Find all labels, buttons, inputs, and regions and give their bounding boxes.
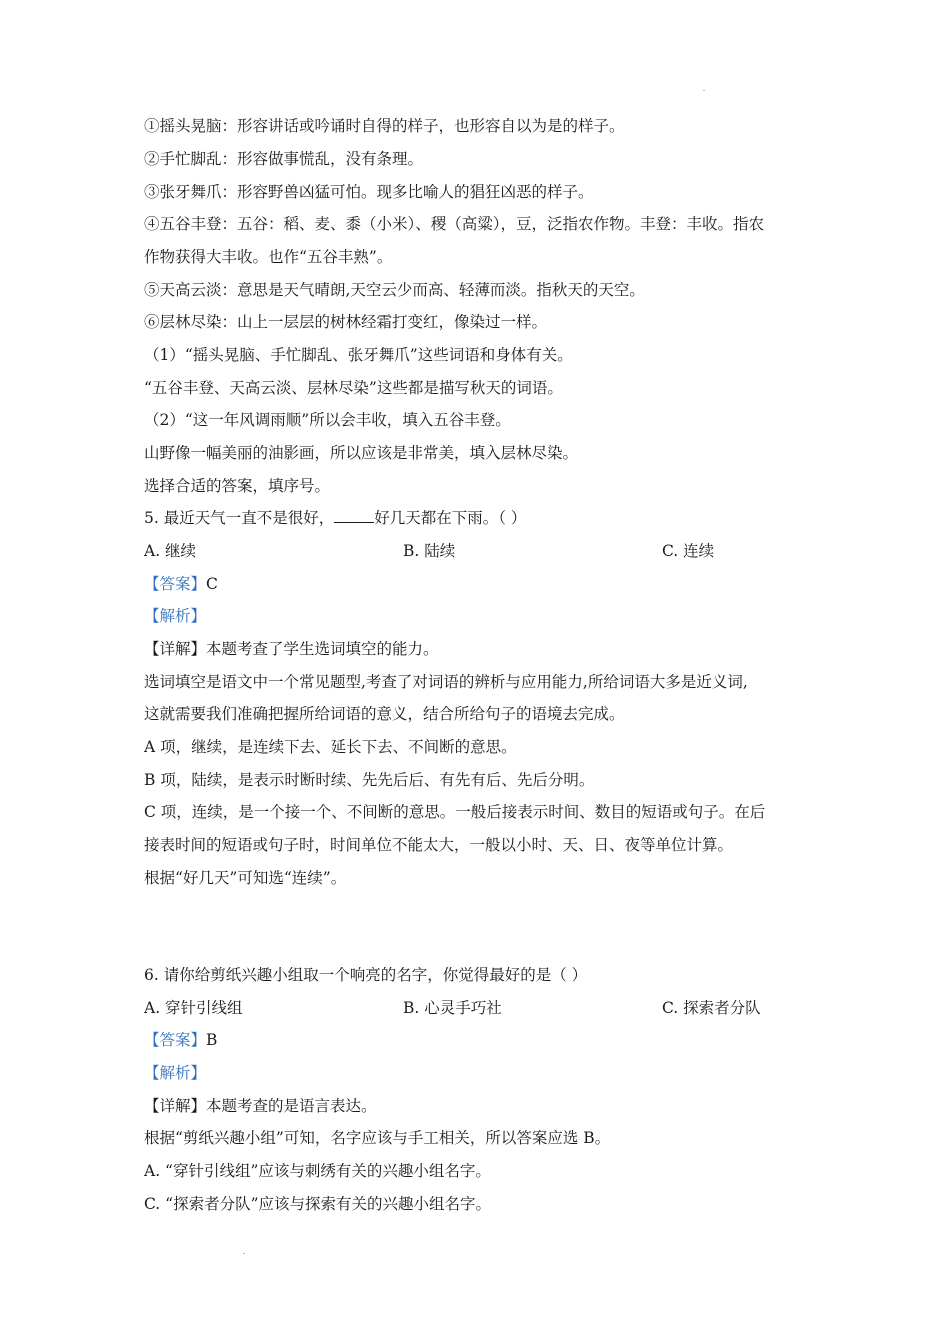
q5-detail-line: A 项，继续，是连续下去、延长下去、不间断的意思。 [144,738,517,756]
q6-answer-tag: 【答案】 [144,1031,207,1049]
q6-answer-value: B [206,1031,218,1049]
q6-answer [144,1030,217,1050]
scan-dot [243,1253,245,1254]
q5-detail-tag: 【详解】 [144,640,207,658]
q6-detail [144,1096,377,1116]
explanation-line: 作物获得大丰收。也作“五谷丰熟”。 [144,248,393,266]
q6-detail-line: A. “穿针引线组”应该与刺绣有关的兴趣小组名字。 [144,1162,491,1180]
explanation-line: （2）“这一年风调雨顺”所以会丰收，填入五谷丰登。 [144,411,511,429]
explanation-line: 选择合适的答案，填序号。 [144,477,331,495]
q5-analysis-tag: 【解析】 [144,607,207,625]
q5-detail-line: 选词填空是语文中一个常见题型,考查了对词语的辨析与应用能力,所给词语大多是近义词, [144,673,748,691]
q5-option-b: B. 陆续 [403,542,456,560]
q5-answer-value: C [206,575,218,593]
explanation-line: ⑥层林尽染：山上一层层的树林经霜打变红，像染过一样。 [144,313,548,331]
q5-detail-line: C 项，连续，是一个接一个、不间断的意思。一般后接表示时间、数目的短语或句子。在后 [144,803,766,821]
q5-option-c: C. 连续 [662,542,715,560]
q6-option-b: B. 心灵手巧社 [403,999,502,1017]
q5-detail-line: B 项，陆续，是表示时断时续、先先后后、有先有后、先后分明。 [144,771,595,789]
explanation-line: 山野像一幅美丽的油影画，所以应该是非常美，填入层林尽染。 [144,444,579,462]
q5-blank [334,508,374,523]
q5-stem-before: 5. 最近天气一直不是很好， [144,509,335,527]
q6-detail-line: 根据“剪纸兴趣小组”可知，名字应该与手工相关，所以答案应选 B。 [144,1129,611,1147]
q6-stem: 6. 请你给剪纸兴趣小组取一个响亮的名字，你觉得最好的是（ ） [144,966,588,984]
explanation-line: ②手忙脚乱：形容做事慌乱，没有条理。 [144,150,424,168]
q6-detail-text: 本题考查的是语言表达。 [206,1097,377,1115]
q6-option-a: A. 穿针引线组 [144,999,243,1017]
explanation-line: ⑤天高云淡：意思是天气晴朗,天空云少而高、轻薄而淡。指秋天的天空。 [144,281,645,299]
q6-analysis-tag: 【解析】 [144,1064,207,1082]
q5-answer [144,574,218,594]
q5-detail-line: 根据“好几天”可知选“连续”。 [144,869,347,887]
q5-stem-after: 好几天都在下雨。（ ） [374,509,527,527]
q5-stem [144,508,526,528]
explanation-line: ①摇头晃脑：形容讲话或吟诵时自得的样子，也形容自以为是的样子。 [144,117,625,135]
q5-detail-line: 这就需要我们准确把握所给词语的意义，结合所给句子的语境去完成。 [144,705,625,723]
q5-detail-line: 接表时间的短语或句子时，时间单位不能太大，一般以小时、天、日、夜等单位计算。 [144,836,734,854]
explanation-line: （1）“摇头晃脑、手忙脚乱、张牙舞爪”这些词语和身体有关。 [144,346,573,364]
q5-detail [144,639,439,659]
scan-dot [703,90,705,91]
explanation-line: “五谷丰登、天高云淡、层林尽染”这些都是描写秋天的词语。 [144,379,563,397]
q6-detail-line: C. “探索者分队”应该与探索有关的兴趣小组名字。 [144,1195,492,1213]
q6-detail-tag: 【详解】 [144,1097,207,1115]
q5-option-a: A. 继续 [144,542,197,560]
explanation-line: ③张牙舞爪：形容野兽凶猛可怕。现多比喻人的猖狂凶恶的样子。 [144,183,594,201]
explanation-line: ④五谷丰登：五谷：稻、麦、黍（小米）、稷（高粱），豆，泛指农作物。丰登：丰收。指农 [144,215,765,233]
q6-option-c: C. 探索者分队 [662,999,761,1017]
q5-answer-tag: 【答案】 [144,575,207,593]
q5-detail-text: 本题考查了学生选词填空的能力。 [206,640,439,658]
